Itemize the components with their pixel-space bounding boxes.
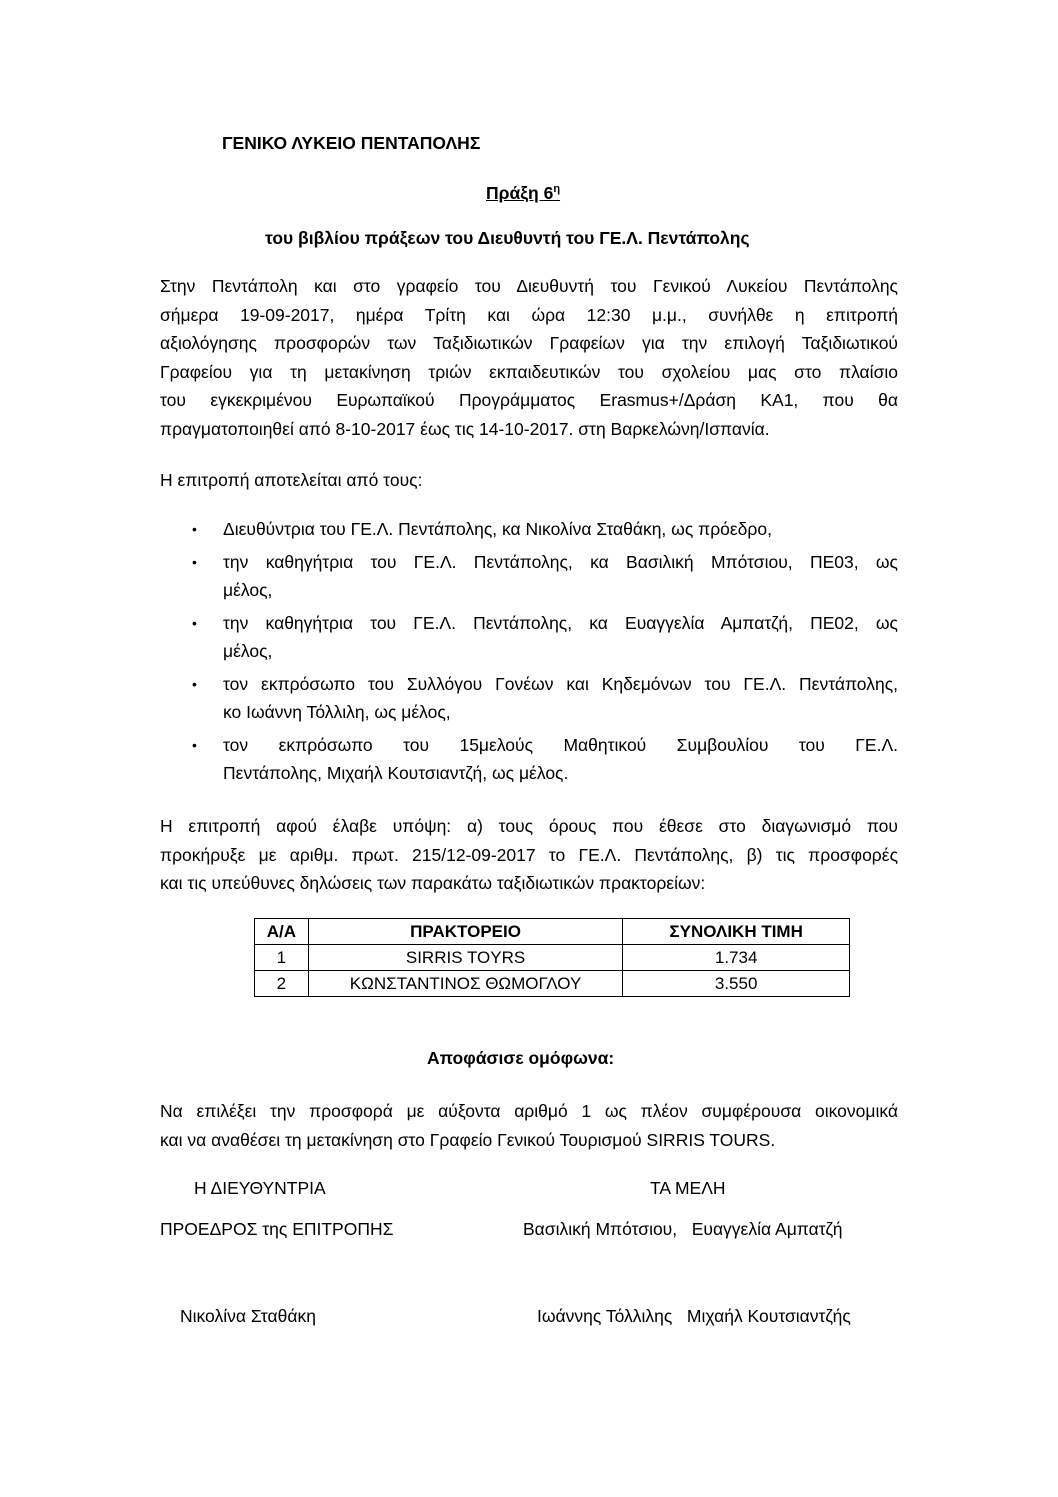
member-line: τον εκπρόσωπο του Συλλόγου Γονέων και Κηδεμόνων του ΓΕ.Λ. Πεντάπολης,: [223, 673, 898, 694]
intro-line: Γραφείου για τη μετακίνηση τριών εκπαιδευτικών του σχολείου μας στο πλαίσιο: [160, 361, 898, 382]
member-item: [190, 731, 898, 788]
cell-agency: SIRRIS TOYRS: [308, 945, 622, 971]
member-line: κο Ιωάννη Τόλλιλη, ως μέλος,: [223, 702, 451, 722]
member-item: [190, 609, 898, 666]
members-signatures-row2: Ιωάννης Τόλλιλης Μιχαήλ Κουτσιαντζής: [537, 1306, 851, 1326]
cell-total-price: 3.550: [623, 971, 850, 997]
bullet-icon: •: [192, 553, 197, 570]
intro-paragraph: [160, 272, 898, 443]
subtitle: του βιβλίου πράξεων του Διευθυντή του ΓΕ.Λ. Πεντάπολης: [265, 228, 750, 248]
member-line: Διευθύντρια του ΓΕ.Λ. Πεντάπολης, κα Νικολίνα Σταθάκη, ως πρόεδρο,: [223, 519, 772, 539]
decision-line: Να επιλέξει την προσφορά με αύξοντα αριθμό 1 ως πλέον συμφέρουσα οικονομικά: [160, 1101, 898, 1121]
decision-heading: Αποφάσισε ομόφωνα:: [427, 1048, 615, 1068]
intro-line: αξιολόγησης προσφορών των Ταξιδιωτικών Γραφείων για την επιλογή Ταξιδιωτικού: [160, 333, 898, 353]
act-title-superscript: η: [553, 183, 561, 196]
considered-line: προκήρυξε με αριθμ. πρωτ. 215/12-09-2017 το ΓΕ.Λ. Πεντάπολης, β) τις προσφορές: [160, 844, 898, 865]
bullet-icon: •: [192, 521, 197, 537]
school-name: ΓΕΝΙΚΟ ΛΥΚΕΙΟ ΠΕΝΤΑΠΟΛΗΣ: [222, 133, 481, 153]
member-line: Πεντάπολης, Μιχαήλ Κουτσιαντζή, ως μέλος.: [223, 763, 569, 783]
cell-total-price: 1.734: [623, 945, 850, 971]
committee-intro: Η επιτροπή αποτελείται από τους:: [160, 470, 423, 490]
table-row: [255, 971, 850, 997]
bullet-icon: •: [192, 736, 197, 753]
column-header-number: Α/Α: [255, 919, 309, 945]
column-header-total-price: ΣΥΝΟΛΙΚΗ ΤΙΜΗ: [623, 919, 850, 945]
column-header-agency: ΠΡΑΚΤΟΡΕΙΟ: [308, 919, 622, 945]
members-signatures-row1: Βασιλική Μπότσιου, Ευαγγελία Αμπατζή: [523, 1219, 843, 1239]
considered-line: Η επιτροπή αφού έλαβε υπόψη: α) τους όρους που έθεσε στο διαγωνισμό που: [160, 816, 898, 836]
member-item: [190, 515, 898, 544]
member-line: την καθηγήτρια του ΓΕ.Λ. Πεντάπολης, κα Βασιλική Μπότσιου, ΠΕ03, ως: [223, 551, 898, 572]
intro-line: του εγκεκριμένου Ευρωπαϊκού Προγράμματος Erasmus+/Δράση ΚΑ1, που θα: [160, 390, 898, 410]
decision-line: και να αναθέσει τη μετακίνηση στο Γραφείο Γενικού Τουρισμού SIRRIS TOURS.: [160, 1129, 776, 1150]
member-line: μέλος,: [223, 641, 273, 661]
intro-line: Στην Πεντάπολη και στο γραφείο του Διευθυντή του Γενικού Λυκείου Πεντάπολης: [160, 276, 898, 296]
act-title-text: Πράξη 6: [486, 183, 554, 203]
table-row: [255, 945, 850, 971]
bullet-icon: •: [192, 675, 197, 692]
intro-line: πραγματοποιηθεί από 8-10-2017 έως τις 14-10-2017. στη Βαρκελώνη/Ισπανία.: [160, 418, 770, 439]
member-line: τον εκπρόσωπο του 15μελούς Μαθητικού Συμβουλίου του ΓΕ.Λ.: [223, 734, 898, 755]
member-item: [190, 670, 898, 727]
cell-number: 1: [255, 945, 309, 971]
offers-table: [254, 918, 850, 997]
considered-line: και τις υπεύθυνες δηλώσεις των παρακάτω ταξιδιωτικών πρακτορείων:: [160, 873, 706, 893]
members-title: ΤΑ ΜΕΛΗ: [650, 1178, 726, 1198]
committee-member-list: [190, 515, 898, 792]
table-header-row: [255, 919, 850, 945]
president-role: ΠΡΟΕΔΡΟΣ της ΕΠΙΤΡΟΠΗΣ: [160, 1219, 394, 1239]
considered-paragraph: [160, 812, 898, 898]
decision-paragraph: [160, 1097, 898, 1154]
member-line: την καθηγήτρια του ΓΕ.Λ. Πεντάπολης, κα Ευαγγελία Αμπατζή, ΠΕ02, ως: [223, 612, 898, 633]
act-title: [486, 183, 560, 204]
cell-agency: ΚΩΝΣΤΑΝΤΙΝΟΣ ΘΩΜΟΓΛΟΥ: [308, 971, 622, 997]
director-title: Η ΔΙΕΥΘΥΝΤΡΙΑ: [194, 1178, 326, 1198]
intro-line: σήμερα 19-09-2017, ημέρα Τρίτη και ώρα 12:30 μ.μ., συνήλθε η επιτροπή: [160, 304, 898, 325]
bullet-icon: •: [192, 614, 197, 631]
member-line: μέλος,: [223, 580, 273, 600]
director-name: Νικολίνα Σταθάκη: [180, 1306, 316, 1326]
member-item: [190, 548, 898, 605]
cell-number: 2: [255, 971, 309, 997]
